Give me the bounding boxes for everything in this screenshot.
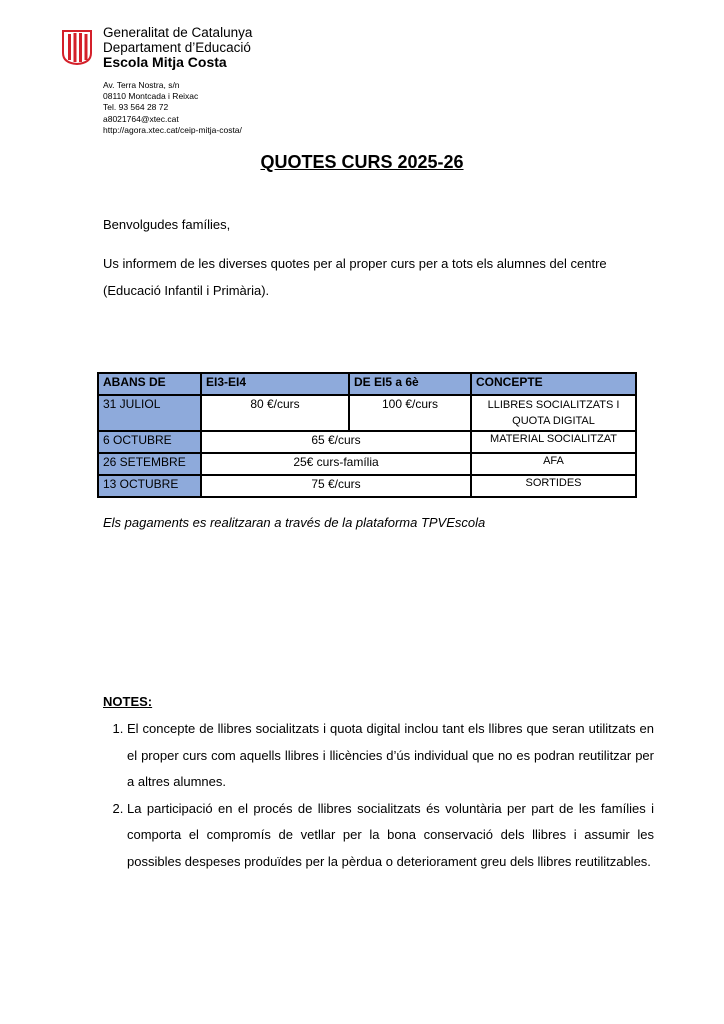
- table-row: [98, 453, 636, 475]
- page-title: QUOTES CURS 2025-26: [260, 152, 464, 172]
- school-name: Escola Mitja Costa: [103, 54, 227, 70]
- note-item: 2. La participació en el procés de llibres socialitzats és voluntària per part de les famílies i comporta el compromís de vetllar per la bona conservació dels llibres i assumir les possibles despeses produïdes per la pèrdua o deteriorament greu dels llibres reutilitzables.: [127, 796, 654, 876]
- date-cell: 6 OCTUBRE: [98, 431, 201, 453]
- letterhead: [103, 25, 252, 70]
- date-cell: 26 SETEMBRE: [98, 453, 201, 475]
- table-header-row: [98, 373, 636, 395]
- table-row: [98, 395, 636, 431]
- amount-cell: 80 €/curs: [201, 395, 349, 431]
- department-name: Departament d’Educació: [103, 40, 251, 55]
- table-row: [98, 431, 636, 453]
- amount-cell: 65 €/curs: [201, 431, 471, 453]
- note-item: 1. El concepte de llibres socialitzats i quota digital inclou tant els llibres que seran utilitzats en el proper curs com aquells llibres i llicències d’ús individual que no es podran reutilitzar per a altres alumnes.: [127, 716, 654, 796]
- table-row: [98, 475, 636, 497]
- intro-paragraph: Us informem de les diverses quotes per al proper curs per a tots els alumnes del centre (Educació Infantil i Primària).: [103, 256, 607, 298]
- concept-cell: MATERIAL SOCIALITZAT: [471, 431, 636, 453]
- generalitat-logo-icon: [61, 29, 93, 65]
- header-cell: EI3-EI4: [201, 373, 349, 395]
- greeting: Benvolgudes famílies,: [103, 217, 231, 232]
- payment-note: Els pagaments es realitzaran a través de la plataforma TPVEscola: [103, 515, 486, 530]
- header-cell: CONCEPTE: [471, 373, 636, 395]
- notes-heading: NOTES:: [103, 694, 153, 709]
- amount-cell: 25€ curs-família: [201, 453, 471, 475]
- school-address: [103, 80, 242, 136]
- amount-cell: 75 €/curs: [201, 475, 471, 497]
- fees-table: [97, 372, 637, 498]
- concept-cell: AFA: [471, 453, 636, 475]
- street: Av. Terra Nostra, s/n: [103, 80, 180, 90]
- concept-cell: LLIBRES SOCIALITZATS I QUOTA DIGITAL: [471, 395, 636, 431]
- amount-cell: 100 €/curs: [349, 395, 471, 431]
- date-cell: 13 OCTUBRE: [98, 475, 201, 497]
- city: 08110 Montcada i Reixac: [103, 91, 199, 102]
- concept-cell: SORTIDES: [471, 475, 636, 497]
- org-name: Generalitat de Catalunya: [103, 25, 253, 40]
- email: a8021764@xtec.cat: [103, 113, 179, 124]
- notes-list: [103, 716, 654, 875]
- header-cell: ABANS DE: [98, 373, 201, 395]
- phone: Tel. 93 564 28 72: [103, 102, 169, 113]
- website: http://agora.xtec.cat/ceip-mitja-costa/: [103, 124, 242, 135]
- date-cell: 31 JULIOL: [98, 395, 201, 431]
- header-cell: DE EI5 a 6è: [349, 373, 471, 395]
